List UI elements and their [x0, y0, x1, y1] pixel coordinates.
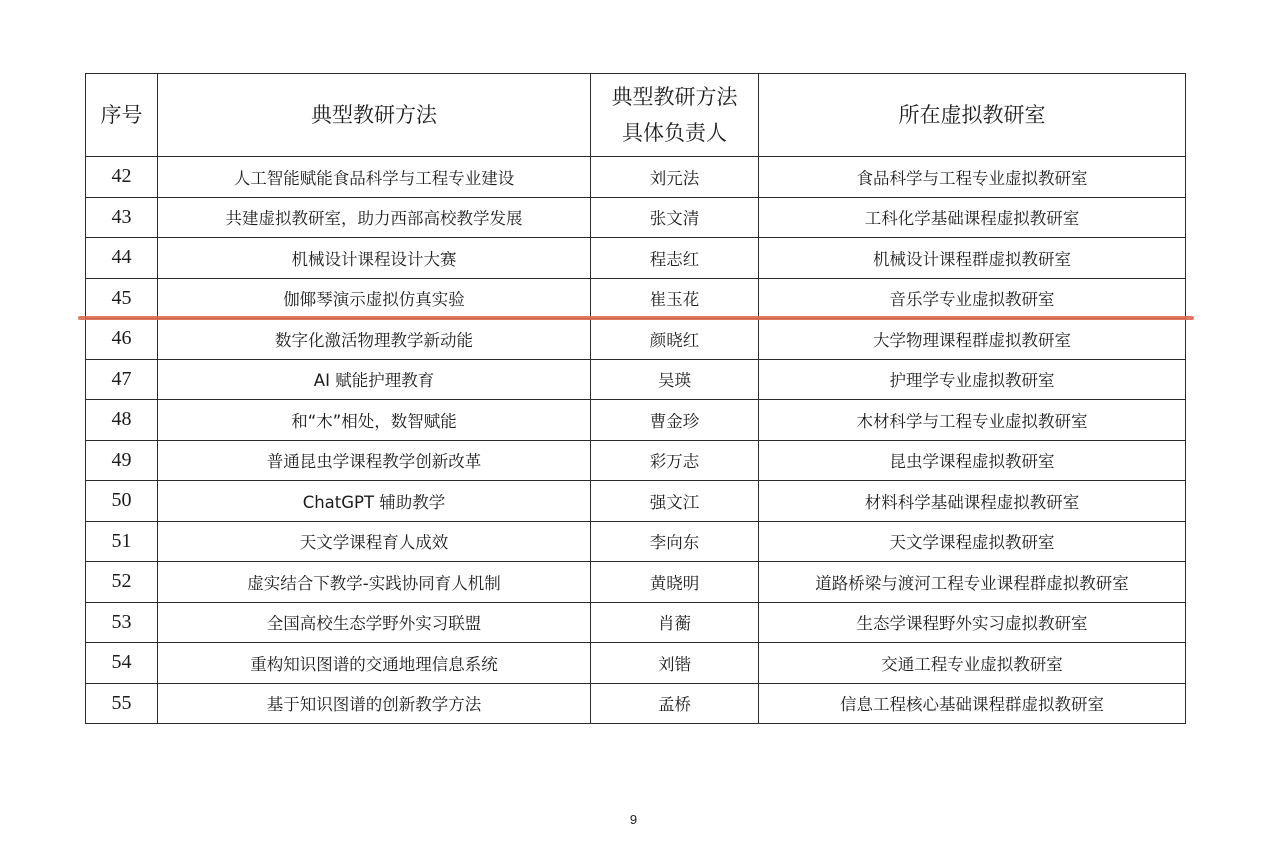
cell-index: 44 — [86, 238, 158, 279]
cell-owner: 李向东 — [591, 521, 759, 562]
table-row — [86, 440, 1186, 481]
cell-method: 机械设计课程设计大赛 — [158, 238, 591, 279]
cell-office: 材料科学基础课程虚拟教研室 — [759, 481, 1186, 522]
cell-owner: 曹金珍 — [591, 400, 759, 441]
cell-index: 50 — [86, 481, 158, 522]
table-row — [86, 683, 1186, 724]
cell-index: 45 — [86, 278, 158, 319]
cell-index: 52 — [86, 562, 158, 603]
table-header — [86, 74, 1186, 157]
header-row — [86, 74, 1186, 157]
cell-office: 木材科学与工程专业虚拟教研室 — [759, 400, 1186, 441]
table-row — [86, 359, 1186, 400]
cell-owner: 张文清 — [591, 197, 759, 238]
red-highlight-line — [78, 316, 1194, 320]
cell-method: 虚实结合下教学-实践协同育人机制 — [158, 562, 591, 603]
cell-method: 重构知识图谱的交通地理信息系统 — [158, 643, 591, 684]
cell-method: 人工智能赋能食品科学与工程专业建设 — [158, 157, 591, 198]
cell-office: 交通工程专业虚拟教研室 — [759, 643, 1186, 684]
cell-office: 机械设计课程群虚拟教研室 — [759, 238, 1186, 279]
table-body — [86, 157, 1186, 724]
cell-method: 普通昆虫学课程教学创新改革 — [158, 440, 591, 481]
cell-office: 工科化学基础课程虚拟教研室 — [759, 197, 1186, 238]
cell-office: 大学物理课程群虚拟教研室 — [759, 319, 1186, 360]
table-row — [86, 400, 1186, 441]
table-row — [86, 278, 1186, 319]
cell-method: 和“木”相处，数智赋能 — [158, 400, 591, 441]
header-office: 所在虚拟教研室 — [759, 74, 1186, 157]
cell-method: AI 赋能护理教育 — [158, 359, 591, 400]
cell-owner: 强文江 — [591, 481, 759, 522]
cell-index: 42 — [86, 157, 158, 198]
cell-index: 43 — [86, 197, 158, 238]
cell-index: 48 — [86, 400, 158, 441]
cell-owner: 肖蘅 — [591, 602, 759, 643]
cell-index: 53 — [86, 602, 158, 643]
page-number: 9 — [629, 812, 638, 827]
cell-method: 伽倻琴演示虚拟仿真实验 — [158, 278, 591, 319]
cell-office: 昆虫学课程虚拟教研室 — [759, 440, 1186, 481]
cell-method: ChatGPT 辅助教学 — [158, 481, 591, 522]
table-row — [86, 157, 1186, 198]
cell-index: 49 — [86, 440, 158, 481]
cell-owner: 彩万志 — [591, 440, 759, 481]
cell-office: 天文学课程虚拟教研室 — [759, 521, 1186, 562]
cell-owner: 颜晓红 — [591, 319, 759, 360]
cell-office: 生态学课程野外实习虚拟教研室 — [759, 602, 1186, 643]
cell-index: 54 — [86, 643, 158, 684]
table-row — [86, 238, 1186, 279]
cell-owner: 崔玉花 — [591, 278, 759, 319]
cell-office: 食品科学与工程专业虚拟教研室 — [759, 157, 1186, 198]
table-row — [86, 643, 1186, 684]
table-row — [86, 521, 1186, 562]
cell-owner: 孟桥 — [591, 683, 759, 724]
cell-owner: 黄晓明 — [591, 562, 759, 603]
methods-table — [85, 73, 1186, 724]
cell-office: 信息工程核心基础课程群虚拟教研室 — [759, 683, 1186, 724]
header-owner-line1: 典型教研方法 — [611, 85, 738, 109]
cell-index: 51 — [86, 521, 158, 562]
cell-method: 全国高校生态学野外实习联盟 — [158, 602, 591, 643]
cell-method: 共建虚拟教研室，助力西部高校教学发展 — [158, 197, 591, 238]
cell-index: 55 — [86, 683, 158, 724]
header-owner — [591, 74, 759, 157]
table-row — [86, 319, 1186, 360]
header-index: 序号 — [86, 74, 158, 157]
cell-method: 基于知识图谱的创新教学方法 — [158, 683, 591, 724]
table-row — [86, 562, 1186, 603]
cell-office: 道路桥梁与渡河工程专业课程群虚拟教研室 — [759, 562, 1186, 603]
table-row — [86, 602, 1186, 643]
cell-owner: 程志红 — [591, 238, 759, 279]
cell-office: 护理学专业虚拟教研室 — [759, 359, 1186, 400]
cell-office: 音乐学专业虚拟教研室 — [759, 278, 1186, 319]
table-row — [86, 481, 1186, 522]
cell-owner: 刘锴 — [591, 643, 759, 684]
cell-owner: 吴瑛 — [591, 359, 759, 400]
header-owner-line2: 具体负责人 — [622, 121, 727, 145]
cell-index: 46 — [86, 319, 158, 360]
table-row — [86, 197, 1186, 238]
cell-method: 数字化激活物理教学新动能 — [158, 319, 591, 360]
cell-owner: 刘元法 — [591, 157, 759, 198]
header-method: 典型教研方法 — [158, 74, 591, 157]
cell-index: 47 — [86, 359, 158, 400]
cell-method: 天文学课程育人成效 — [158, 521, 591, 562]
